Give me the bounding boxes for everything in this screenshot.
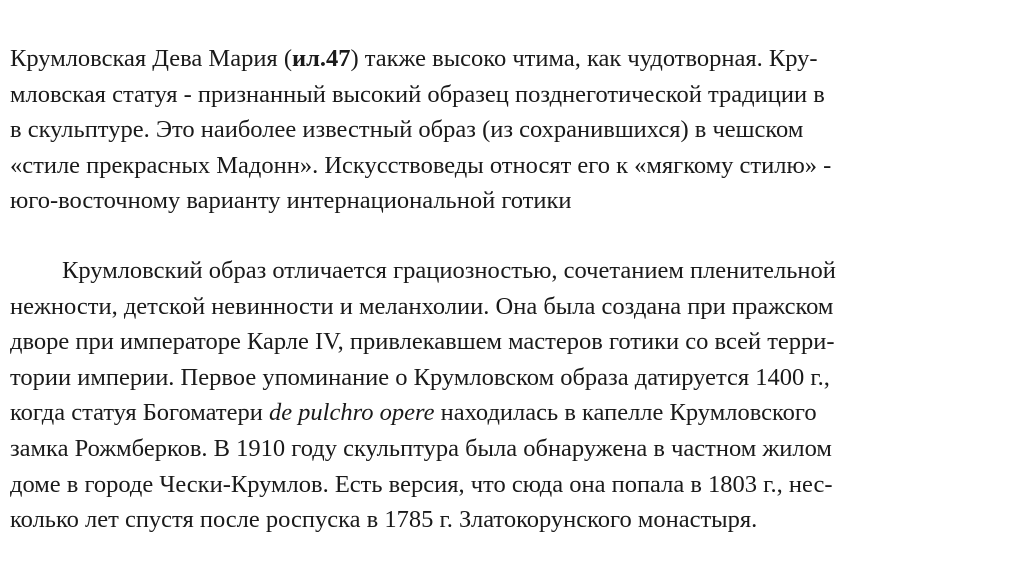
figure-reference: ил.47 — [291, 45, 351, 72]
paragraph-2-line-3: дворе при императоре Карле IV, привлекавшем мастеров готики со всей терри- — [10, 328, 835, 356]
paragraph-1-line-4: «стиле прекрасных Мадонн». Искусствоведы относят его к «мягкому стилю» - — [10, 151, 832, 179]
paragraph-2-line-1: Крумловский образ отличается грациозностью, сочетанием пленительной — [62, 257, 836, 284]
text-run: когда статуя Богоматери — [10, 399, 269, 427]
paragraph-1 — [10, 41, 1020, 219]
paragraph-2-line-7: доме в городе Чески-Крумлов. Есть версия, что сюда она попала в 1803 г., нес- — [10, 470, 833, 498]
text-run: ) также высоко чтима, как чудотворная. Кру- — [350, 45, 818, 72]
paragraph-2-line-2: нежности, детской невинности и меланхолии. Она была создана при пражском — [10, 292, 834, 320]
paragraph-2-line-6: замка Рожмберков. В 1910 году скульптура была обнаружена в частном жилом — [10, 434, 832, 462]
paragraph-1-line-5: юго-восточному варианту интернациональной готики — [10, 187, 572, 215]
latin-phrase: de pulchro opere — [268, 399, 435, 427]
paragraph-1-line-1 — [10, 41, 1020, 77]
paragraph-2 — [10, 253, 1020, 538]
text-run: находилась в капелле Крумловского — [434, 399, 817, 427]
text-run: Крумловская Дева Мария ( — [10, 45, 292, 72]
paragraph-1-line-3: в скульптуре. Это наиболее известный образ (из сохранившихся) в чешском — [10, 116, 804, 144]
paragraph-2-line-4: тории империи. Первое упоминание о Крумловском образа датируется 1400 г., — [10, 363, 830, 391]
paragraph-2-line-8: колько лет спустя после роспуска в 1785 г. Златокорунского монастыря. — [10, 506, 758, 534]
paragraph-2-line-5 — [10, 395, 1020, 431]
paragraph-1-line-2: мловская статуя - признанный высокий образец позднеготической традиции в — [10, 80, 825, 108]
